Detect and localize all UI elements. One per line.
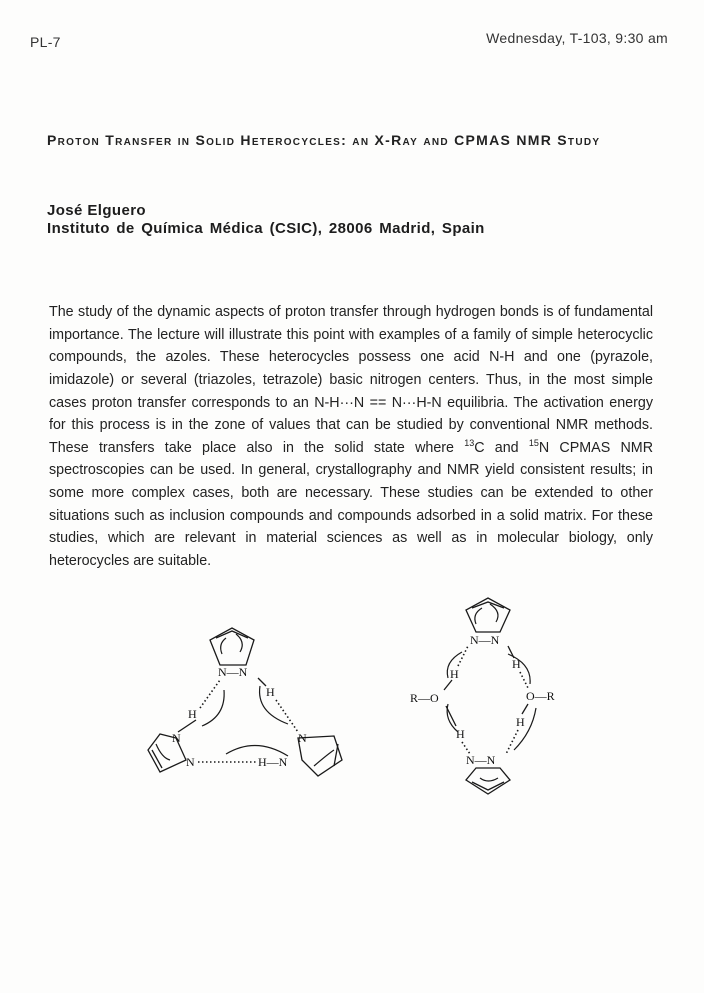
session-code: PL-7: [30, 34, 61, 50]
right-or-group: O—R: [526, 689, 555, 703]
upper-right-h-atom: H: [512, 657, 521, 671]
left-n-atom-1: N: [172, 731, 181, 745]
upper-right-h-bond: [520, 672, 528, 688]
left-h-atom: H: [188, 707, 197, 721]
isotope-15: 15: [528, 438, 539, 449]
left-transfer-arrow: [202, 690, 224, 726]
author-name: José Elguero: [47, 202, 146, 219]
paper-title: Proton Transfer in Solid Heterocycles: an X-Ray and CPMAS NMR Study: [47, 132, 601, 148]
left-n-atom-2: N: [186, 755, 195, 769]
top-nn-bond: N—N: [470, 633, 500, 647]
bottom-pyrazole-ring: [466, 768, 510, 794]
lower-right-h-bond: [506, 730, 518, 754]
top-pyrazole-ring: [210, 628, 254, 665]
abstract-text: [49, 301, 653, 572]
left-nh-bond: [178, 720, 196, 732]
top-pyrazole-ring: [466, 598, 510, 632]
right-h-bond: [276, 700, 298, 732]
left-h-bond: [200, 680, 220, 708]
pyrazole-alcohol-dimer-scheme: [404, 592, 584, 797]
lower-right-h-atom: H: [516, 715, 525, 729]
right-nh-bond: [258, 678, 266, 686]
upper-left-oh-bond: [444, 680, 452, 690]
lower-right-oh-bond: [522, 704, 528, 714]
top-n-atom: N—N: [218, 665, 248, 679]
author-affiliation: Instituto de Química Médica (CSIC), 28006 Madrid, Spain: [47, 220, 485, 237]
session-schedule: Wednesday, T-103, 9:30 am: [486, 30, 668, 46]
bottom-nn-bond: N—N: [466, 753, 496, 767]
right-n-atom: N: [298, 731, 307, 745]
upper-left-h-atom: H: [450, 667, 459, 681]
abstract-part-2: C and: [474, 439, 529, 456]
upper-left-h-bond: [458, 646, 468, 666]
lower-left-h-atom: H: [456, 727, 465, 741]
right-h-atom: H: [266, 685, 275, 699]
right-hn-bond: H—N: [258, 755, 288, 769]
isotope-13: 13: [464, 438, 475, 449]
abstract-part-1: The study of the dynamic aspects of proton transfer through hydrogen bonds is of fundamental importance. The lecture will illustrate this point with examples of a family of simple heterocyclic compounds, the azoles. These heterocycles possess one acid N-H and one (pyrazole, imidazole) or several (triazoles, tetrazole) basic nitrogen centers. Thus, in the most simple cases proton transfer corresponds to an N-H···N == N···H-N equilibria. The activation energy for this process is in the zone of values that can be studied by conventional NMR methods. These transfers take place also in the solid state where: [49, 304, 653, 456]
left-ro-group: R—O: [410, 691, 439, 705]
pyrazole-trimer-scheme: [138, 620, 358, 790]
abstract-part-3: N CPMAS NMR spectroscopies can be used. In general, crystallography and NMR yield consistent results; in some more complex cases, both are necessary. These studies can be extended to other situations such as inclusion compounds and compounds adsorbed in a solid matrix. For these studies, which are relevant in material sciences as well as in molecular biology, only heterocycles are suitable.: [49, 439, 654, 569]
